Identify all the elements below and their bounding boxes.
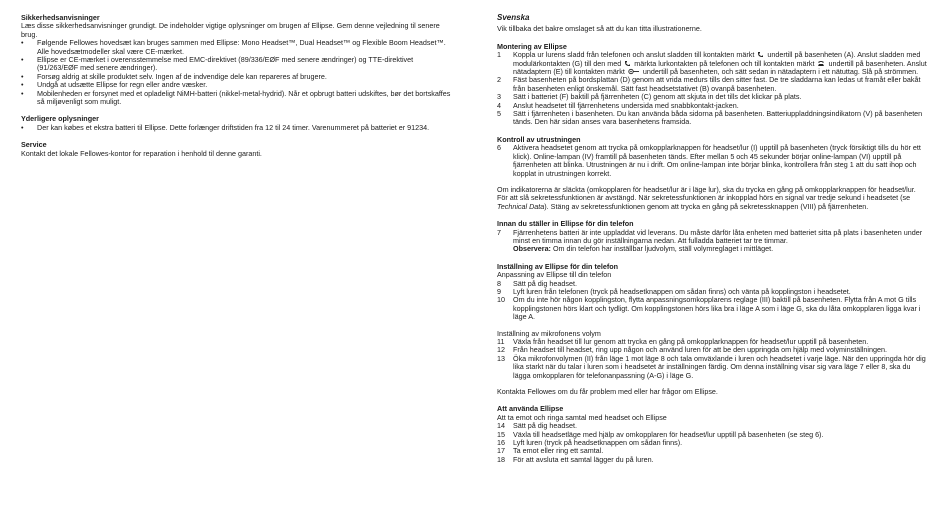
mic-volume-subheading: Inställning av mikrofonens volym [497,328,601,338]
bullet-item: • Der kan købes et ekstra batteri til Ellipse. Dette forlænger driftstiden fra 12 til 24 timer. Varenummeret på batteriet er 91234. [21,122,430,132]
step-item: 15 Växla till headsetläge med hjälp av omkopplaren för headset/lur upptill på basenheten (se steg 6). [497,429,824,439]
telephone-icon [817,60,825,67]
bullet-item: • Mobilenheden er forsynet med et opladeligt NiMH-batteri (nikkel-metal-hydrid). Når et opbrugt batteri udskiftes, bør det bortskaffes så miljøvenligt som muligt. [21,88,451,107]
service-heading: Service [21,140,47,150]
step-item: 11 Växla från headset till lur genom att trycka en gång på omkopplarknappen för headset/lur upptill på basenheten. [497,337,869,346]
step-item: 2 Fäst basenheten på bordsplattan (D) genom att vrida medurs tills den sitter fast. De tre sladdarna kan ledas ut framåt eller bakåt från basenheten enligt önskemål. Sätt fast headsetstativet (B) ovanpå basenheten. [497,75,921,93]
use-heading: Att använda Ellipse [497,404,564,414]
step-item: 1 Koppla ur lurens sladd från telefonen och anslut sladden till kontakten märkt undertill på basenheten (A). Anslut sladden med modulärkontakten (G) till den med märkta lurkontakten på telefonen och till kontakten märkt undertill på basenheten. Anslut nätadaptern (E) till kontakten märkt undertill på basenheten, och sätt sedan in nätadaptern i ett nätuttag. Slå på strömmen. [497,50,927,77]
control-heading: Kontroll av utrustningen [497,134,581,144]
handset-icon [624,60,631,67]
handset-icon [757,51,764,58]
note: Observera: Om din telefon har inställbar ljudvolym, ställ volymreglaget i mittläget. [513,244,774,254]
step-item: 4 Anslut headsetet till fjärrenhetens undersida med snabbkontakt-jacken. [497,100,739,110]
safety-heading: Sikkerhedsanvisninger [21,13,100,22]
setup-subheading: Anpassning av Ellipse till din telefon [497,270,612,280]
bullet-item: • Ellipse er CE-mærket i overensstemmelse med EMC-direktivet (89/336/EØF med senere ændringer) og TTE-direktivet (91/263/EØF med senere ændringer). [21,55,414,73]
more-info-heading: Yderligere oplysninger [21,114,99,124]
service-text: Kontakt det lokale Fellowes-kontor for reparation i henhold til denne garanti. [21,148,262,158]
step-item: 8 Sätt på dig headset. [497,278,577,288]
step-item: 17 Ta emot eller ring ett samtal. [497,446,604,456]
step-item: 12 Från headset till headset, ring upp någon och använd luren för att be den uppringda om hjälp med volyminställningen. [497,345,887,355]
privacy-paragraph: För att slå sekretessfunktionen är avstängd. När sekretessfunktionen är inkopplad hörs en signal var tredje sekund i headsetet (se Technical Data). Stäng av sekretessfunktionen genom att trycka en gång på sekretessknappen (VIII) på fjärrenheten. [497,193,911,211]
mounting-heading: Montering av Ellipse [497,41,567,51]
step-item: 18 För att avsluta ett samtal lägger du på luren. [497,454,654,464]
setup-heading: Inställning av Ellipse för din telefon [497,261,619,271]
step-item: 14 Sätt på dig headset. [497,421,577,431]
step-item: 5 Sätt i fjärrenheten i basenheten. Du kan använda båda sidorna på basenheten. Batteriuppladdningsindikatorn (V) på basenheten tänds. Den här sidan anses vara basenhetens framsida. [497,109,923,127]
power-plug-icon [628,68,640,75]
indicator-paragraph: Om indikatorerna är släckta (omkopplaren för headset/lur är i läge lur), ska du trycka en gång på omkopplarknappen för headset/lur. [497,184,916,194]
language-title: Svenska [497,13,530,22]
step-item: 10 Om du inte hör någon kopplingston, flytta anpassningsomkopplarens reglage (III) baktill på basenheten. Flytta från A mot G tills kopplingstonen hörs klart och tydligt. Om kopplingstonen hörs lika bra i läge A som i läge G, ska du låta omkopplaren ligga kvar i läge A. [497,295,921,322]
safety-intro: Læs disse sikkerhedsanvisninger grundigt. De indeholder vigtige oplysninger om brugen af Ellipse. Gem denne vejledning til senere brug. [21,21,440,39]
step-item: 9 Lyft luren från telefonen (tryck på headsetknappen om sådan finns) och vänta på kopplingston i headsetet. [497,286,851,296]
step-item: 3 Sätt i batteriet (F) baktill på fjärrenheten (C) genom att skjuta in det tills det klickar på plats. [497,92,802,102]
use-subheading: Att ta emot och ringa samtal med headset och Ellipse [497,412,667,422]
step-item: 16 Lyft luren (tryck på headsetknappen om sådan finns). [497,438,683,448]
intro-text: Vik tillbaka det bakre omslaget så att du kan titta illustrationerne. [497,24,702,34]
step-item: 6 Aktivera headsetet genom att trycka på omkopplarknappen för headset/lur (I) upptill på basenheten (tryck försiktigt tills du hör ett klick). Online-lampan (IV) framtill på basenheten tänds. Efter mellan 5 och 45 sekunder börjar online-lampan (VI) upptill på fjärrenheten att blinka. Utrustningen är nu i drift. Om online-lampan inte börjar blinka, kontrollera från steg 1 att du satt ihop och kopplat in utrustningen korrekt. [497,143,921,178]
contact-text: Kontakta Fellowes om du får problem med eller har frågor om Ellipse. [497,387,718,397]
bullet-item: • Følgende Fellowes hovedsæt kan bruges sammen med Ellipse: Mono Headset™, Dual Headset™ og Flexible Boom Headset™. Alle hovedsætmodeller skal være CE-mærket. [21,38,446,56]
left-column [21,14,453,158]
before-heading: Innan du ställer in Ellipse för din telefon [497,219,634,229]
bullet-item: • Forsøg aldrig at skille produktet selv. Ingen af de indvendige dele kan repareres af brugere. [21,71,327,81]
right-column [497,14,927,464]
bullet-item: • Undgå at udsætte Ellipse for regn eller andre væsker. [21,80,208,90]
step-item: 13 Öka mikrofonvolymen (II) från läge 1 mot läge 8 och tala omväxlande i luren och headsetet i varje läge. När den uppringda hör dig lika starkt när du talar i luren som i headsetet är inställningen färdig. Om denna inställning visar sig vara läge 7 eller 8, ska du lägga omkopplaren för telefonanpassning (A-G) i läge G. [497,353,926,380]
step-item: 7 Fjärrenhetens batteri är inte uppladdat vid leverans. Du måste därför låta enheten med batteriet sitta på plats i basenheten under minst en timma innan du gör inställningarna nedan. Att fulladda batteriet tar tre timmar. [497,227,923,245]
